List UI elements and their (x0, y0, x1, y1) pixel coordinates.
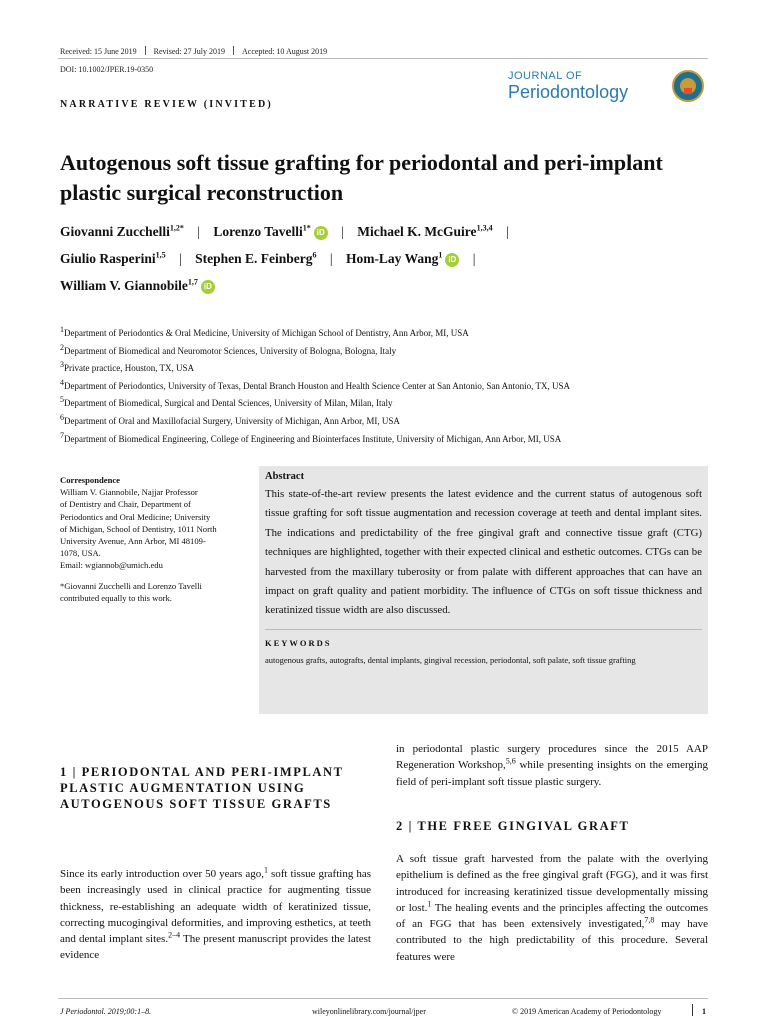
author-line (60, 218, 710, 245)
correspondence-line: University Avenue, Ann Arbor, MI 48109- (60, 536, 206, 547)
keywords-list: autogenous grafts, autografts, dental implants, gingival recession, periodontal, soft palate, soft tissue grafting (265, 654, 636, 665)
author-name[interactable]: William V. Giannobile (60, 278, 188, 293)
correspondence (60, 474, 250, 604)
citation-ref[interactable]: 1 (263, 865, 268, 875)
abstract-divider (265, 629, 702, 630)
affiliation-text: Department of Biomedical, Surgical and Dental Sciences, University of Milan, Milan, Italy (64, 398, 393, 409)
affiliation-number: 6 (60, 412, 64, 422)
author-separator: | (329, 251, 333, 266)
abstract-heading: Abstract (265, 471, 305, 482)
received-date: Received: 15 June 2019 (60, 47, 137, 56)
affiliation-number: 4 (60, 377, 64, 387)
equal-contribution-note (60, 580, 250, 604)
author-separator: | (472, 251, 476, 266)
affiliation-text: Department of Biomedical Engineering, College of Engineering and Biointerfaces Institute, University of Michigan, Ann Arbor, MI, USA (64, 433, 562, 444)
correspondence-line: of Michigan, School of Dentistry, 1011 North (60, 523, 217, 534)
author-separator: | (341, 224, 344, 239)
seal-mark (684, 88, 692, 94)
author-name[interactable]: Giulio Rasperini (60, 251, 156, 266)
orcid-icon[interactable]: iD (314, 226, 328, 240)
citation-ref[interactable]: 5,6 (505, 756, 516, 766)
citation-ref[interactable]: 2–4 (168, 930, 181, 940)
affiliation (60, 343, 710, 361)
author-affil: 6 (312, 250, 317, 260)
divider (233, 46, 234, 55)
affiliations (60, 325, 710, 448)
aap-seal-icon (672, 70, 704, 102)
section-2-paragraph (396, 851, 708, 965)
affiliation-number: 5 (60, 395, 64, 405)
author-separator: | (197, 224, 200, 239)
correspondence-line: Periodontics and Oral Medicine; University (60, 511, 211, 522)
author-affil: 1 (438, 250, 443, 260)
author-name[interactable]: Stephen E. Feinberg (195, 251, 313, 266)
affiliation-text: Department of Periodontics, University of Texas, Dental Branch Houston and Health Science Center at San Antonio, San Antonio, TX, USA (64, 380, 570, 391)
affiliation-text: Department of Periodontics & Oral Medicine, University of Michigan School of Dentistry, Ann Arbor, MI, USA (64, 328, 469, 338)
correspondence-line: of Dentistry and Chair, Department of (60, 499, 191, 510)
author-list (60, 218, 710, 299)
orcid-icon[interactable]: iD (201, 280, 215, 294)
journal-logo-line2: Periodontology (508, 82, 629, 102)
affiliation-number: 7 (60, 430, 64, 440)
author-name[interactable]: Giovanni Zucchelli (60, 224, 170, 239)
abstract-box (259, 466, 708, 714)
footer-rule (58, 998, 708, 999)
page-number-divider (692, 1004, 693, 1016)
affiliation (60, 325, 710, 343)
doi[interactable]: DOI: 10.1002/JPER.19-0350 (60, 65, 154, 74)
footer-copyright: © 2019 American Academy of Periodontology (512, 1007, 662, 1016)
affiliation-text: Department of Oral and Maxillofacial Surgery, University of Michigan, Ann Arbor, MI, USA (64, 415, 400, 426)
author-name[interactable]: Michael K. McGuire (357, 224, 477, 239)
affiliation-text: Department of Biomedical and Neuromotor Sciences, University of Bologna, Bologna, Italy (64, 345, 397, 356)
author-line (60, 245, 710, 272)
author-affil: 1,3,4 (476, 223, 493, 233)
correspondence-email[interactable]: Email: wgiannob@umich.edu (60, 560, 163, 571)
affiliation-number: 1 (60, 325, 64, 334)
section-1-paragraph (60, 866, 371, 964)
section-2-heading: 2 | THE FREE GINGIVAL GRAFT (396, 819, 630, 833)
correspondence-heading: Correspondence (60, 475, 120, 485)
note-line: contributed equally to this work. (60, 592, 172, 603)
author-separator: | (179, 251, 182, 266)
affiliation (60, 360, 710, 378)
author-name[interactable]: Lorenzo Tavelli (213, 224, 303, 239)
paragraph-text: A soft tissue graft harvested from the palate with the overlying epithelium is defined as the free gingival graft (FGG), and it was first introduced for increasing keratinized tissue developmentally missing or lost. (396, 853, 708, 914)
author-line (60, 272, 710, 299)
footer-citation: J Periodontol. 2019;00:1–8. (60, 1007, 152, 1016)
journal-logo (508, 70, 708, 106)
paragraph-text: in periodontal plastic surgery procedures since the 2015 AAP Regeneration Workshop, (396, 743, 708, 772)
author-name[interactable]: Hom-Lay Wang (345, 251, 439, 266)
citation-ref[interactable]: 1 (427, 899, 432, 909)
author-separator: | (505, 224, 509, 239)
author-affil: 1,2* (169, 223, 184, 233)
abstract-text: This state-of-the-art review presents the latest evidence and the current status of autogenous soft tissue grafting for soft tissue augmentation and recession coverage at teeth and dental implant sites. The indications and predictability of the free gingival graft and connective tissue graft (CTG) techniques are highlighted, together with their expected clinical and esthetic outcomes. CTGs can be harvested from the maxillary tuberosity or from palate with different approaches that can have an impact on graft quality and patient morbidity. The influence of CTGs on soft tissue thickness and keratinized tissue width are also discussed. (265, 488, 702, 617)
paragraph-text: while presenting insights on the emerging field of peri-implant soft tissue plastic surgery. (396, 759, 708, 788)
affiliation-number: 2 (60, 342, 64, 352)
affiliation (60, 431, 710, 449)
revised-date: Revised: 27 July 2019 (153, 47, 225, 56)
author-affil: 1* (302, 223, 311, 233)
affiliation (60, 378, 710, 396)
paragraph-text: The healing events and the principles affecting the outcomes of an FGG that has been extensively investigated, (396, 901, 708, 931)
citation-ref[interactable]: 7,8 (644, 915, 655, 925)
accepted-date: Accepted: 10 August 2019 (242, 47, 328, 56)
orcid-icon[interactable]: iD (445, 253, 459, 267)
paragraph-text: The present manuscript provides the latest evidence (60, 933, 371, 962)
affiliation (60, 395, 710, 413)
paragraph-text: Since its early introduction over 50 years ago, (60, 868, 264, 880)
author-affil: 1,5 (155, 250, 166, 260)
correspondence-line: William V. Giannobile, Najjar Professor (60, 487, 198, 498)
note-line: *Giovanni Zucchelli and Lorenzo Tavelli (60, 580, 202, 591)
paragraph-text: soft tissue grafting has been increasingly used in clinical practice for augmenting tissue thickness, re-establishing an adequate width of keratinized tissue, correcting mucogingival deformities, and improving esthetics, at teeth and dental implant sites. (60, 868, 371, 946)
journal-logo-line1: JOURNAL OF (508, 70, 583, 82)
divider (145, 46, 146, 55)
affiliation-text: Private practice, Houston, TX, USA (64, 363, 195, 374)
author-affil: 1,7 (187, 277, 198, 287)
affiliation-number: 3 (60, 360, 64, 370)
article-category: NARRATIVE REVIEW (INVITED) (60, 99, 273, 110)
footer-url[interactable]: wileyonlinelibrary.com/journal/jper (312, 1007, 426, 1016)
paragraph-text: may have contributed to the high predictability of this procedure. Several features were (396, 918, 708, 963)
article-title: Autogenous soft tissue grafting for periodontal and peri-implant plastic surgical reconstruction (60, 150, 663, 205)
section-1-continuation (396, 741, 708, 790)
section-1-heading: 1 | PERIODONTAL AND PERI-IMPLANT PLASTIC AUGMENTATION USING AUTOGENOUS SOFT TISSUE GRAFTS (60, 765, 344, 812)
keywords-heading: KEYWORDS (265, 637, 332, 648)
header-rule (58, 58, 708, 59)
affiliation (60, 413, 710, 431)
article-history (60, 46, 327, 56)
correspondence-line: 1078, USA. (60, 548, 101, 559)
page-number: 1 (702, 1007, 706, 1016)
